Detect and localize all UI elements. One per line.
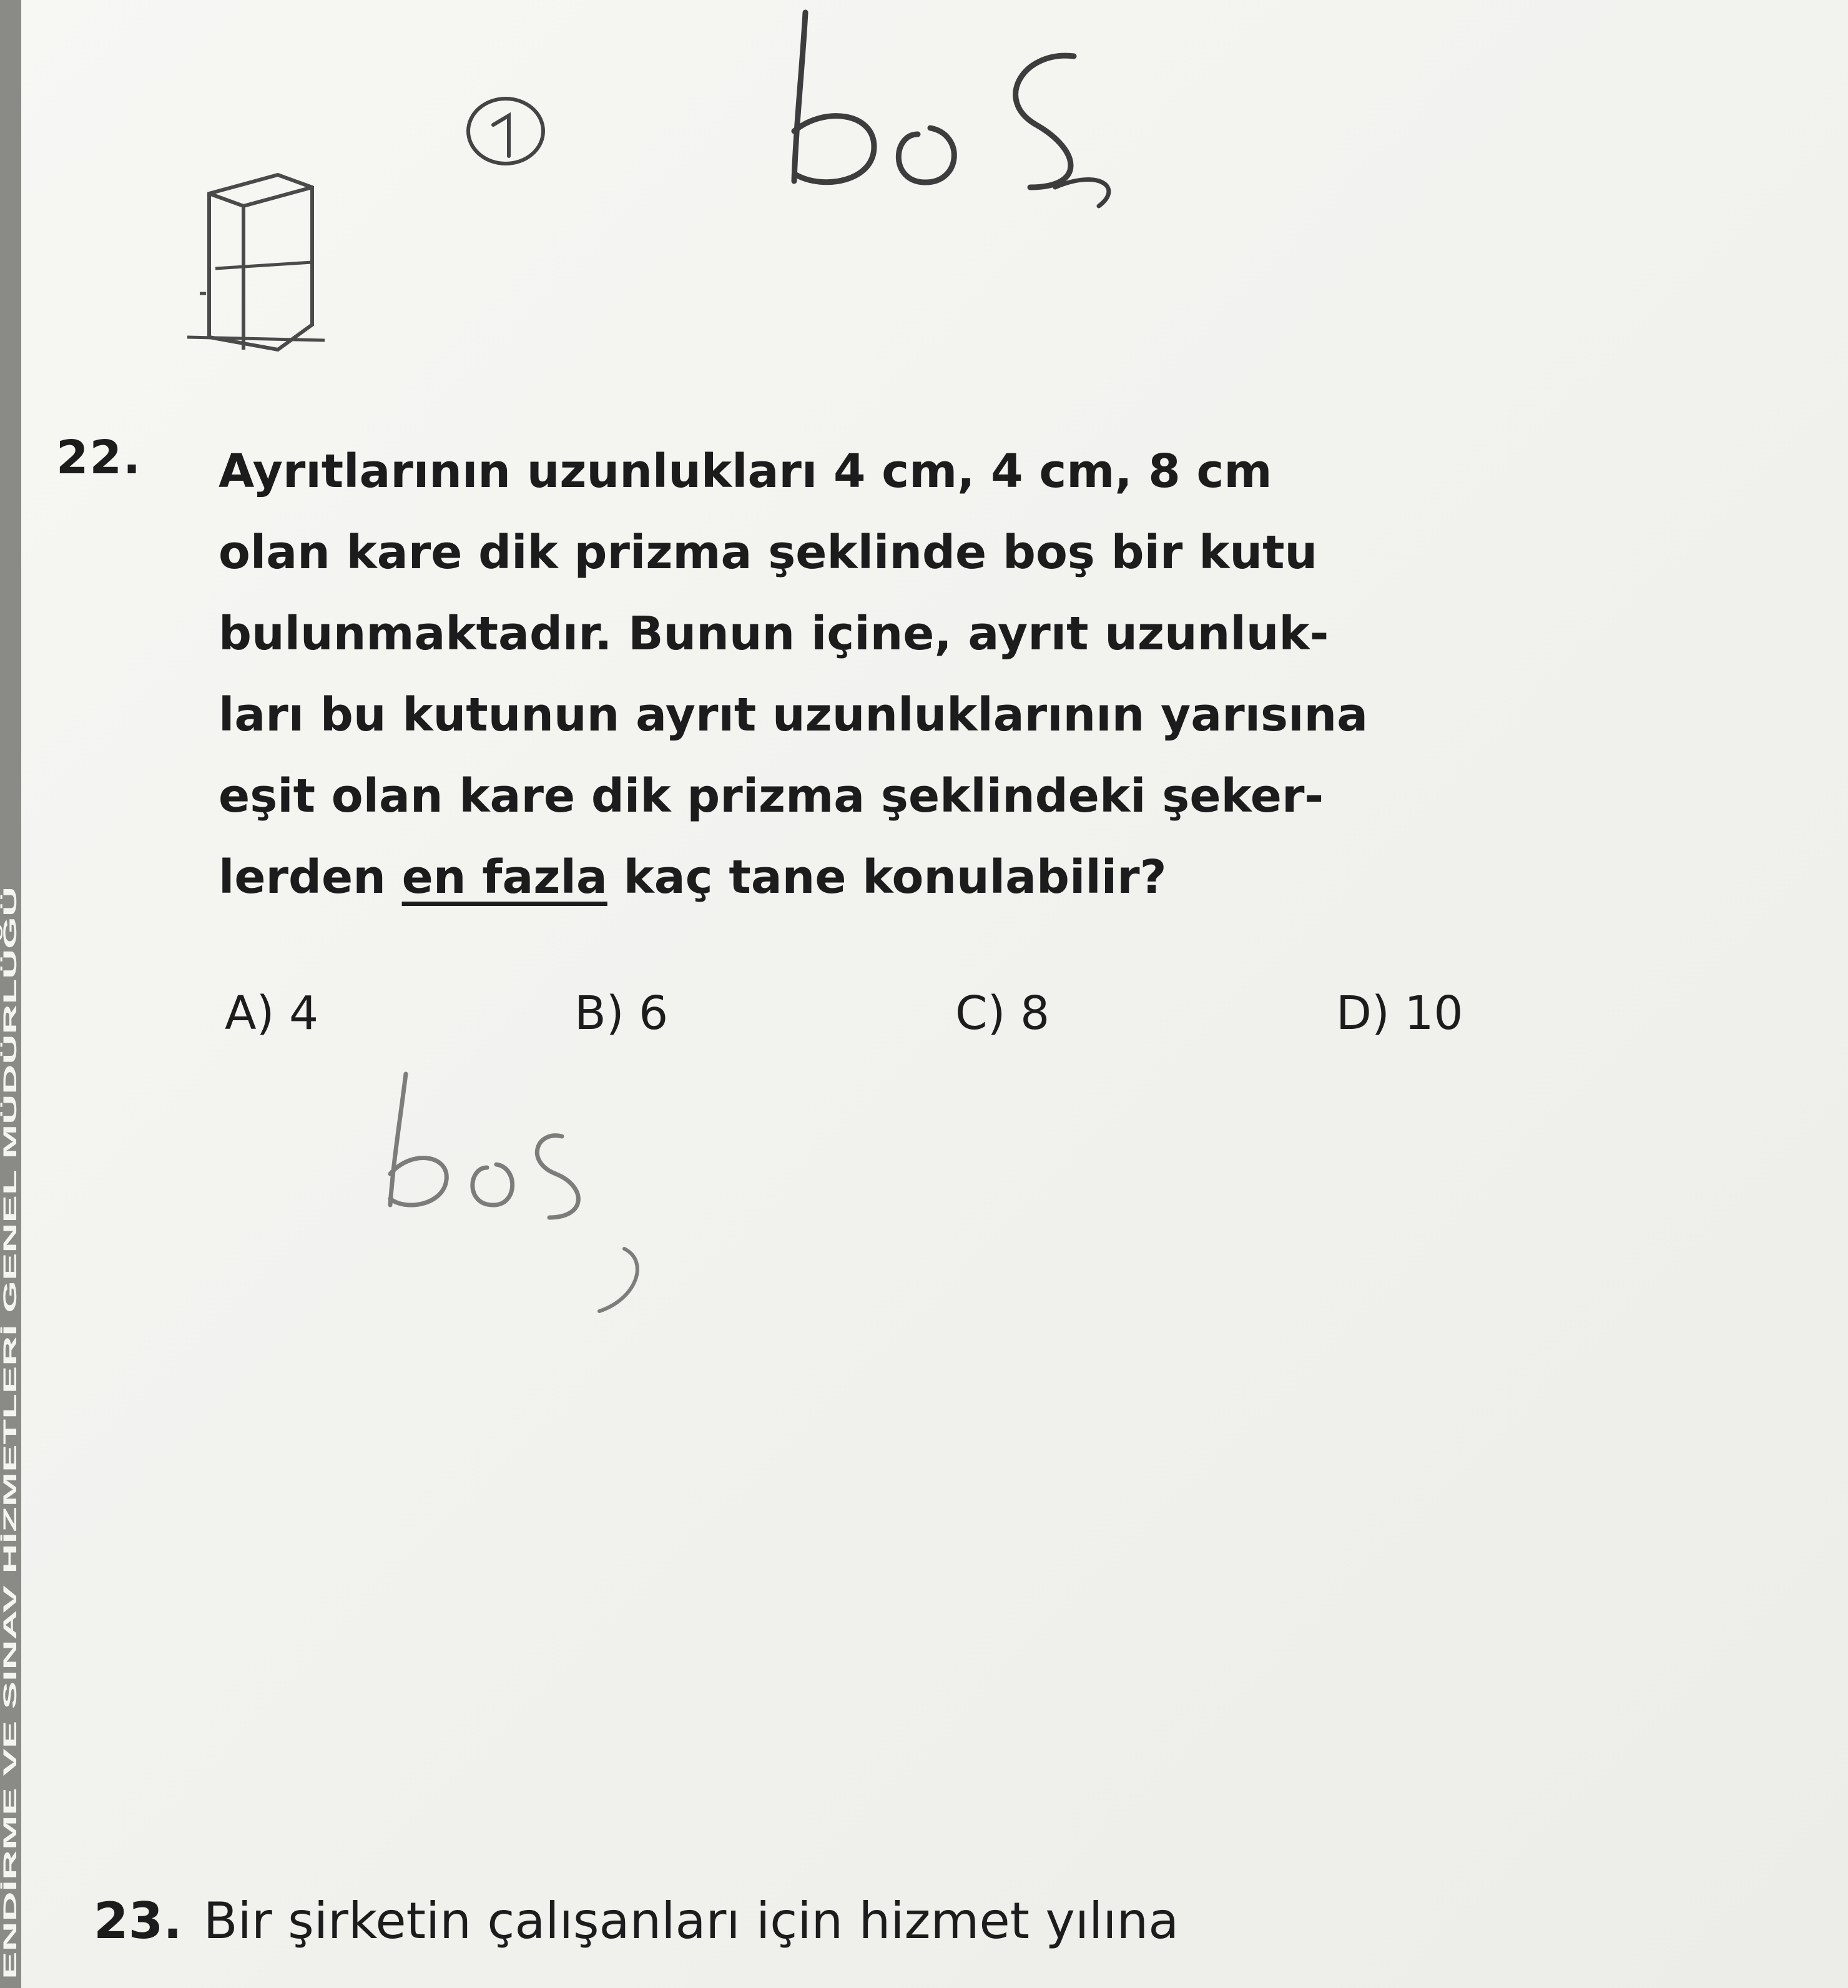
- spine-label: [0, 0, 21, 1988]
- question-line: ları bu kutunun ayrıt uzunluklarının yarısına: [219, 688, 1369, 742]
- choice-b[interactable]: B) 6: [574, 987, 669, 1040]
- question-23: [94, 1892, 1179, 1950]
- question-line: eşit olan kare dik prizma şeklindeki şeker-: [219, 769, 1324, 823]
- question-text: Bir şirketin çalışanları için hizmet yılına: [203, 1892, 1179, 1950]
- emphasis-underlined: en fazla: [401, 850, 607, 904]
- question-number: 22.: [56, 431, 142, 485]
- question-text: [219, 431, 1679, 918]
- choice-a[interactable]: A) 4: [225, 987, 319, 1040]
- answer-choices: [225, 987, 1661, 1055]
- question-line-prefix: lerden: [219, 850, 402, 904]
- question-line-suffix: kaç tane konulabilir?: [607, 850, 1167, 904]
- question-number: 23.: [94, 1892, 182, 1950]
- question-line-last: [219, 837, 1679, 918]
- handwritten-answer-word: [390, 1074, 637, 1311]
- circled-mark: [468, 99, 543, 164]
- question-line: bulunmaktadır. Bunun içine, ayrıt uzunluk-: [219, 607, 1329, 661]
- svg-text:ENDİRME VE SINAV HİZMETLERİ GE: ENDİRME VE SINAV HİZMETLERİ GENEL MÜDÜRLÜĞÜ: [0, 1487, 21, 1979]
- choice-c[interactable]: C) 8: [955, 987, 1050, 1040]
- question-line: olan kare dik prizma şeklinde boş bir kutu: [219, 526, 1318, 579]
- handwritten-top-word: [794, 12, 1109, 206]
- choice-d[interactable]: D) 10: [1336, 987, 1463, 1040]
- cube-sketch: [187, 175, 325, 350]
- question-line: Ayrıtlarının uzunlukları 4 cm, 4 cm, 8 cm: [219, 445, 1272, 498]
